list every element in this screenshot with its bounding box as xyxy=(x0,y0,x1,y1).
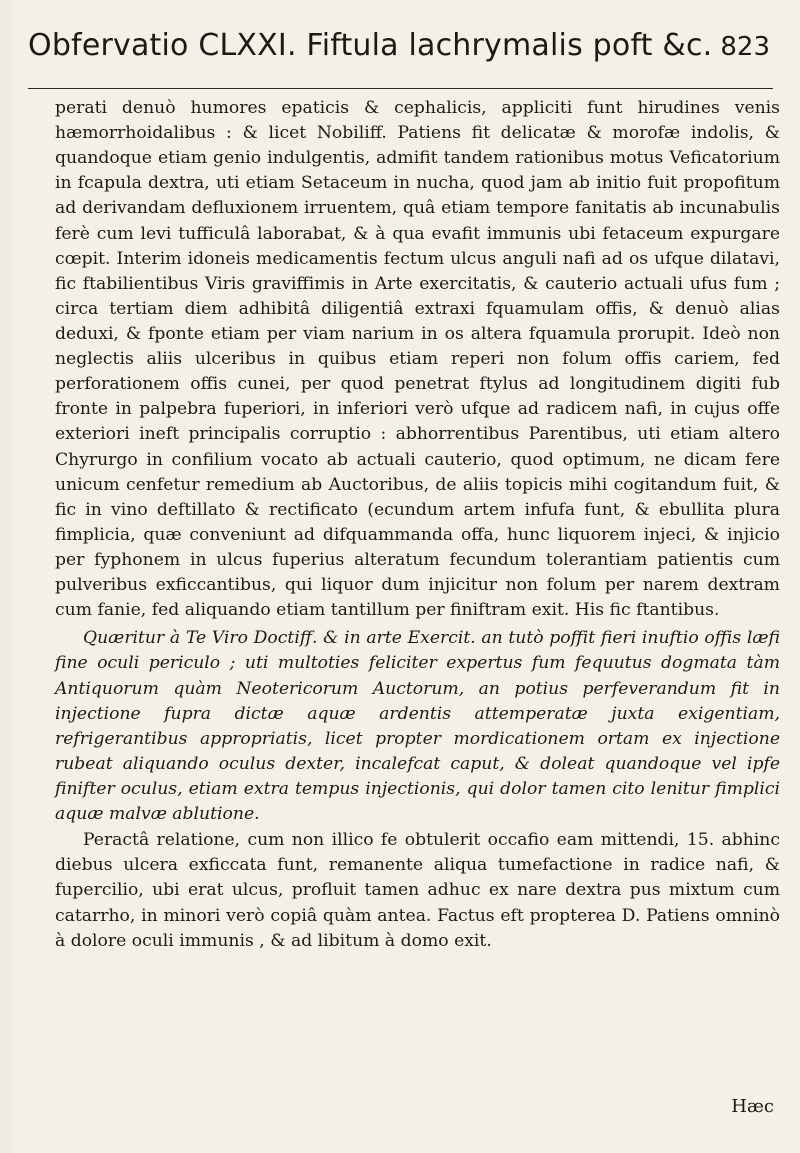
page-edge-shadow xyxy=(0,0,22,1153)
running-title: Obfervatio CLXXI. Fiftula lachrymalis poft &c. xyxy=(28,28,713,63)
catchword: Hæc xyxy=(731,1096,774,1117)
paragraph-1: perati denuò humores epaticis & cephalicis, appliciti funt hirudines venis hæmorrhoidalibus : & licet Nobiliff. Patiens fit delicatæ & morofæ indolis, & quandoque etiam genio indulgentis, admifit tandem rationibus motus Veficatorium in fcapula dextra, uti etiam Setaceum in nucha, quod jam ab initio fuit propofitum ad derivandam defluxionem irruentem, quâ etiam tempore fanitatis ab incunabulis ferè cum levi tufficulâ laborabat, & à qua evafit immunis ubi fetaceum expurgare cœpit. Interim idoneis medicamentis fectum ulcus anguli nafi ad os ufque dilatavi, fic ftabilientibus Viris graviffimis in Arte exercitatis, & cauterio actuali ufus fum ; circa tertiam diem adhibitâ diligentiâ extraxi fquamulam offis, & denuò alias deduxi, & fponte etiam per viam narium in os altera fquamula prorupit. Ideò non neglectis aliis ulceribus in quibus etiam reperi non folum offis cariem, fed perforationem offis cunei, per quod penetrat ftylus ad longitudinem digiti fub fronte in palpebra fuperiori, in inferiori verò ufque ad radicem nafi, in cujus offe exteriori ineft principalis corruptio : abhorrentibus Parentibus, uti etiam altero Chyrurgo in confilium vocato ab actuali cauterio, quod optimum, ne dicam fere unicum cenfetur remedium ab Auctoribus, de aliis topicis mihi cogitandum fuit, & fic in vino deftillato & rectificato (ecundum artem infufa funt, & ebullita plura fimplicia, quæ conveniunt ad difquammanda offa, hunc liquorem injeci, & injicio per fyphonem in ulcus fuperius alteratum fecundum tolerantiam patientis cum pulveribus exficcantibus, qui liquor dum injicitur non folum per narem dextram cum fanie, fed aliquando etiam tantillum per finiftram exit. His fic ftantibus. xyxy=(55,98,780,621)
paragraph-3: Peractâ relatione, cum non illico fe obtulerit occafio eam mittendi, 15. abhinc diebus ulcera exficcata funt, remanente aliqua tumefactione in radice nafi, & fupercilio, ubi erat ulcus, profluit tamen adhuc ex nare dextra pus mixtum cum catarrho, in minori verò copiâ quàm antea. Factus eft propterea D. Patiens omninò à dolore oculi immunis , & ad libitum à domo exit. xyxy=(55,830,780,951)
running-header xyxy=(28,28,773,89)
paragraph-2-question: Quæritur à Te Viro Doctiff. & in arte Exercit. an tutò poffit fieri inuftio offis læfi fine oculi periculo ; uti multoties feliciter expertus fum fequutus dogmata tàm Antiquorum quàm Neotericorum Auctorum, an potius perfeverandum fit in injectione fupra dictæ aquæ ardentis attemperatæ juxta exigentiam, refrigerantibus appropriatis, licet propter mordicationem ortam ex injectione rubeat aliquando oculus dexter, incalefcat caput, & doleat quandoque vel ipfe finifter oculus, etiam extra tempus injectionis, qui dolor tamen cito lenitur fimplici aquæ malvæ ablutione. xyxy=(55,628,780,825)
main-text-block xyxy=(55,96,780,954)
page-number: 823 xyxy=(720,32,770,62)
